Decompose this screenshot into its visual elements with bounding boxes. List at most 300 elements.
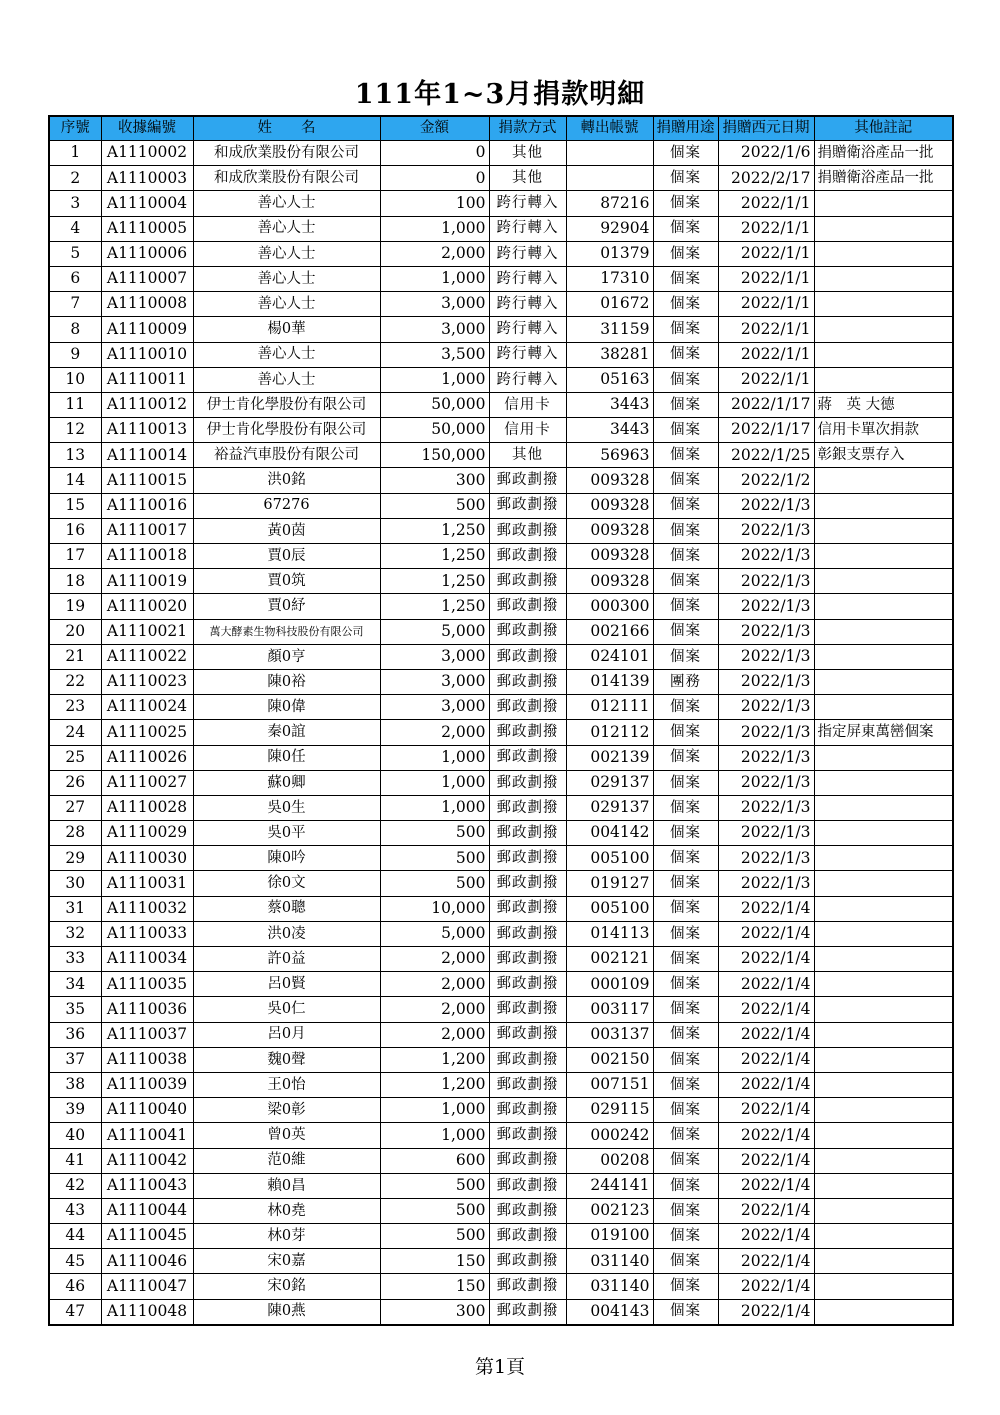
cell-serial: 10 (49, 367, 101, 392)
cell-receipt-no: A1110043 (101, 1173, 193, 1198)
cell-amount: 1,200 (380, 1072, 489, 1097)
cell-account: 002121 (566, 947, 653, 972)
cell-purpose: 個案 (653, 972, 718, 997)
cell-receipt-no: A1110018 (101, 544, 193, 569)
cell-name: 和成欣業股份有限公司 (193, 141, 380, 166)
cell-receipt-no: A1110002 (101, 141, 193, 166)
cell-method: 郵政劃撥 (489, 972, 566, 997)
table-row (49, 468, 953, 493)
cell-serial: 5 (49, 241, 101, 266)
cell-serial: 36 (49, 1022, 101, 1047)
cell-serial: 3 (49, 191, 101, 216)
cell-note (814, 367, 953, 392)
table-row (49, 1022, 953, 1047)
cell-account: 014113 (566, 921, 653, 946)
cell-note (814, 644, 953, 669)
table-row (49, 392, 953, 417)
cell-date: 2022/1/4 (718, 997, 814, 1022)
cell-serial: 31 (49, 896, 101, 921)
cell-amount: 1,200 (380, 1047, 489, 1072)
cell-account: 005100 (566, 896, 653, 921)
cell-purpose: 個案 (653, 1299, 718, 1325)
cell-serial: 41 (49, 1148, 101, 1173)
cell-method: 郵政劃撥 (489, 846, 566, 871)
cell-purpose: 個案 (653, 644, 718, 669)
cell-note (814, 342, 953, 367)
cell-name: 陳0吟 (193, 846, 380, 871)
cell-account: 01672 (566, 292, 653, 317)
cell-note (814, 947, 953, 972)
cell-date: 2022/1/6 (718, 141, 814, 166)
table-row (49, 141, 953, 166)
cell-account: 031140 (566, 1274, 653, 1299)
cell-date: 2022/1/3 (718, 770, 814, 795)
cell-name: 裕益汽車股份有限公司 (193, 443, 380, 468)
cell-serial: 40 (49, 1123, 101, 1148)
cell-note (814, 1047, 953, 1072)
cell-name: 陳0任 (193, 745, 380, 770)
table-row (49, 972, 953, 997)
cell-receipt-no: A1110038 (101, 1047, 193, 1072)
table-row (49, 317, 953, 342)
cell-name: 蔡0聰 (193, 896, 380, 921)
cell-method: 其他 (489, 166, 566, 191)
page-number: 第1頁 (474, 1356, 526, 1378)
cell-name: 洪0銘 (193, 468, 380, 493)
cell-date: 2022/1/3 (718, 569, 814, 594)
cell-date: 2022/1/17 (718, 418, 814, 443)
cell-method: 郵政劃撥 (489, 644, 566, 669)
cell-purpose: 個案 (653, 1123, 718, 1148)
cell-method: 郵政劃撥 (489, 947, 566, 972)
cell-account: 007151 (566, 1072, 653, 1097)
cell-method: 郵政劃撥 (489, 493, 566, 518)
cell-account: 024101 (566, 644, 653, 669)
cell-method: 郵政劃撥 (489, 1123, 566, 1148)
cell-date: 2022/1/4 (718, 1047, 814, 1072)
cell-name: 徐0文 (193, 871, 380, 896)
cell-date: 2022/1/17 (718, 392, 814, 417)
cell-amount: 3,500 (380, 342, 489, 367)
cell-receipt-no: A1110027 (101, 770, 193, 795)
table-row (49, 821, 953, 846)
cell-purpose: 個案 (653, 1148, 718, 1173)
cell-note (814, 1224, 953, 1249)
cell-date: 2022/1/4 (718, 1198, 814, 1223)
cell-account: 019100 (566, 1224, 653, 1249)
cell-note (814, 1148, 953, 1173)
column-header-purpose: 捐贈用途 (653, 116, 718, 141)
table-row (49, 644, 953, 669)
cell-name: 吳0仁 (193, 997, 380, 1022)
cell-date: 2022/1/3 (718, 544, 814, 569)
cell-receipt-no: A1110040 (101, 1098, 193, 1123)
cell-account: 029137 (566, 770, 653, 795)
cell-purpose: 個案 (653, 947, 718, 972)
cell-note (814, 821, 953, 846)
cell-name: 王0怡 (193, 1072, 380, 1097)
cell-serial: 24 (49, 720, 101, 745)
table-row (49, 896, 953, 921)
cell-note: 蔣 英 大德 (814, 392, 953, 417)
cell-name: 善心人士 (193, 367, 380, 392)
cell-serial: 6 (49, 266, 101, 291)
cell-serial: 25 (49, 745, 101, 770)
cell-note (814, 1123, 953, 1148)
cell-method: 跨行轉入 (489, 367, 566, 392)
cell-serial: 11 (49, 392, 101, 417)
cell-method: 郵政劃撥 (489, 997, 566, 1022)
column-header-note: 其他註記 (814, 116, 953, 141)
cell-amount: 1,250 (380, 518, 489, 543)
column-header-name: 姓 名 (193, 116, 380, 141)
cell-amount: 500 (380, 1198, 489, 1223)
cell-name: 伊士肯化學股份有限公司 (193, 418, 380, 443)
table-row (49, 518, 953, 543)
cell-note (814, 1274, 953, 1299)
table-row (49, 266, 953, 291)
cell-method: 郵政劃撥 (489, 871, 566, 896)
cell-account: 56963 (566, 443, 653, 468)
cell-note (814, 770, 953, 795)
cell-date: 2022/1/1 (718, 317, 814, 342)
cell-purpose: 個案 (653, 493, 718, 518)
cell-name: 蘇0卿 (193, 770, 380, 795)
table-row (49, 770, 953, 795)
cell-amount: 600 (380, 1148, 489, 1173)
cell-receipt-no: A1110024 (101, 695, 193, 720)
cell-amount: 1,250 (380, 569, 489, 594)
cell-note (814, 1198, 953, 1223)
cell-amount: 2,000 (380, 720, 489, 745)
table-row (49, 1098, 953, 1123)
cell-method: 郵政劃撥 (489, 1249, 566, 1274)
cell-receipt-no: A1110011 (101, 367, 193, 392)
cell-serial: 20 (49, 619, 101, 644)
cell-amount: 1,000 (380, 216, 489, 241)
cell-method: 跨行轉入 (489, 342, 566, 367)
column-header-account: 轉出帳號 (566, 116, 653, 141)
cell-account: 029115 (566, 1098, 653, 1123)
cell-name: 梁0彰 (193, 1098, 380, 1123)
cell-serial: 19 (49, 594, 101, 619)
table-row (49, 292, 953, 317)
cell-note (814, 972, 953, 997)
cell-purpose: 個案 (653, 720, 718, 745)
cell-purpose: 團務 (653, 669, 718, 694)
cell-purpose: 個案 (653, 1274, 718, 1299)
cell-receipt-no: A1110037 (101, 1022, 193, 1047)
cell-account: 000242 (566, 1123, 653, 1148)
cell-amount: 100 (380, 191, 489, 216)
cell-amount: 5,000 (380, 921, 489, 946)
cell-receipt-no: A1110020 (101, 594, 193, 619)
cell-date: 2022/1/1 (718, 292, 814, 317)
cell-serial: 29 (49, 846, 101, 871)
table-row (49, 1224, 953, 1249)
cell-date: 2022/1/3 (718, 669, 814, 694)
cell-amount: 50,000 (380, 392, 489, 417)
cell-date: 2022/1/4 (718, 1022, 814, 1047)
cell-account (566, 166, 653, 191)
table-row (49, 241, 953, 266)
table-row (49, 569, 953, 594)
table-row (49, 846, 953, 871)
cell-note (814, 1173, 953, 1198)
cell-note: 彰銀支票存入 (814, 443, 953, 468)
cell-note (814, 1022, 953, 1047)
cell-amount: 2,000 (380, 972, 489, 997)
cell-amount: 3,000 (380, 669, 489, 694)
cell-account: 002166 (566, 619, 653, 644)
table-row (49, 997, 953, 1022)
cell-serial: 12 (49, 418, 101, 443)
cell-purpose: 個案 (653, 770, 718, 795)
cell-receipt-no: A1110017 (101, 518, 193, 543)
cell-method: 郵政劃撥 (489, 821, 566, 846)
cell-serial: 42 (49, 1173, 101, 1198)
cell-method: 跨行轉入 (489, 191, 566, 216)
cell-name: 賈0辰 (193, 544, 380, 569)
cell-purpose: 個案 (653, 342, 718, 367)
cell-serial: 47 (49, 1299, 101, 1325)
cell-account: 3443 (566, 392, 653, 417)
cell-purpose: 個案 (653, 569, 718, 594)
cell-name: 陳0偉 (193, 695, 380, 720)
cell-date: 2022/1/3 (718, 493, 814, 518)
cell-note (814, 216, 953, 241)
cell-purpose: 個案 (653, 896, 718, 921)
cell-name: 萬大酵素生物科技股份有限公司 (193, 619, 380, 644)
cell-date: 2022/1/3 (718, 695, 814, 720)
cell-date: 2022/1/3 (718, 745, 814, 770)
cell-amount: 1,250 (380, 544, 489, 569)
cell-name: 秦0誼 (193, 720, 380, 745)
cell-amount: 2,000 (380, 1022, 489, 1047)
cell-note (814, 544, 953, 569)
cell-date: 2022/1/3 (718, 518, 814, 543)
table-row (49, 619, 953, 644)
cell-method: 郵政劃撥 (489, 1098, 566, 1123)
cell-serial: 7 (49, 292, 101, 317)
cell-receipt-no: A1110030 (101, 846, 193, 871)
cell-purpose: 個案 (653, 216, 718, 241)
cell-receipt-no: A1110025 (101, 720, 193, 745)
cell-amount: 150,000 (380, 443, 489, 468)
cell-serial: 38 (49, 1072, 101, 1097)
cell-serial: 43 (49, 1198, 101, 1223)
cell-receipt-no: A1110032 (101, 896, 193, 921)
cell-date: 2022/1/1 (718, 266, 814, 291)
column-header-date: 捐贈西元日期 (718, 116, 814, 141)
cell-serial: 39 (49, 1098, 101, 1123)
cell-name: 賴0昌 (193, 1173, 380, 1198)
cell-purpose: 個案 (653, 241, 718, 266)
cell-method: 郵政劃撥 (489, 720, 566, 745)
cell-name: 善心人士 (193, 342, 380, 367)
cell-name: 伊士肯化學股份有限公司 (193, 392, 380, 417)
page-title: 111年1~3月捐款明細 (354, 79, 646, 110)
cell-amount: 500 (380, 493, 489, 518)
cell-serial: 26 (49, 770, 101, 795)
cell-method: 郵政劃撥 (489, 468, 566, 493)
cell-note: 信用卡單次捐款 (814, 418, 953, 443)
cell-account: 005100 (566, 846, 653, 871)
cell-method: 信用卡 (489, 392, 566, 417)
cell-amount: 1,000 (380, 770, 489, 795)
cell-date: 2022/1/3 (718, 795, 814, 820)
cell-name: 善心人士 (193, 241, 380, 266)
cell-amount: 3,000 (380, 695, 489, 720)
cell-receipt-no: A1110008 (101, 292, 193, 317)
cell-date: 2022/1/1 (718, 191, 814, 216)
cell-date: 2022/1/4 (718, 972, 814, 997)
cell-amount: 2,000 (380, 241, 489, 266)
cell-receipt-no: A1110028 (101, 795, 193, 820)
cell-serial: 1 (49, 141, 101, 166)
cell-method: 郵政劃撥 (489, 569, 566, 594)
column-header-receipt-no: 收據編號 (101, 116, 193, 141)
cell-amount: 50,000 (380, 418, 489, 443)
cell-receipt-no: A1110019 (101, 569, 193, 594)
cell-serial: 30 (49, 871, 101, 896)
cell-account: 244141 (566, 1173, 653, 1198)
cell-date: 2022/1/4 (718, 1072, 814, 1097)
cell-name: 黃0茵 (193, 518, 380, 543)
cell-account: 002123 (566, 1198, 653, 1223)
cell-receipt-no: A1110004 (101, 191, 193, 216)
cell-note (814, 795, 953, 820)
cell-receipt-no: A1110042 (101, 1148, 193, 1173)
cell-account: 92904 (566, 216, 653, 241)
table-row (49, 544, 953, 569)
cell-receipt-no: A1110009 (101, 317, 193, 342)
cell-method: 郵政劃撥 (489, 1072, 566, 1097)
cell-name: 范0維 (193, 1148, 380, 1173)
cell-name: 吳0平 (193, 821, 380, 846)
cell-name: 善心人士 (193, 266, 380, 291)
cell-note (814, 745, 953, 770)
cell-name: 善心人士 (193, 216, 380, 241)
cell-date: 2022/1/3 (718, 619, 814, 644)
cell-amount: 5,000 (380, 619, 489, 644)
cell-name: 陳0燕 (193, 1299, 380, 1325)
cell-note (814, 191, 953, 216)
cell-receipt-no: A1110016 (101, 493, 193, 518)
cell-purpose: 個案 (653, 1047, 718, 1072)
cell-account: 00208 (566, 1148, 653, 1173)
cell-purpose: 個案 (653, 695, 718, 720)
cell-account: 000300 (566, 594, 653, 619)
cell-amount: 1,000 (380, 1123, 489, 1148)
cell-method: 郵政劃撥 (489, 1299, 566, 1325)
cell-account: 05163 (566, 367, 653, 392)
cell-amount: 3,000 (380, 644, 489, 669)
cell-serial: 45 (49, 1249, 101, 1274)
cell-date: 2022/1/4 (718, 1224, 814, 1249)
cell-account: 002150 (566, 1047, 653, 1072)
cell-amount: 1,000 (380, 795, 489, 820)
cell-serial: 18 (49, 569, 101, 594)
cell-account: 009328 (566, 468, 653, 493)
table-row (49, 1072, 953, 1097)
cell-receipt-no: A1110045 (101, 1224, 193, 1249)
cell-serial: 9 (49, 342, 101, 367)
cell-method: 郵政劃撥 (489, 695, 566, 720)
table-row (49, 745, 953, 770)
table-header-row (49, 116, 953, 141)
cell-receipt-no: A1110015 (101, 468, 193, 493)
cell-name: 吳0生 (193, 795, 380, 820)
cell-receipt-no: A1110035 (101, 972, 193, 997)
cell-receipt-no: A1110048 (101, 1299, 193, 1325)
cell-purpose: 個案 (653, 821, 718, 846)
cell-method: 跨行轉入 (489, 241, 566, 266)
cell-purpose: 個案 (653, 1224, 718, 1249)
cell-note (814, 1098, 953, 1123)
cell-receipt-no: A1110007 (101, 266, 193, 291)
cell-date: 2022/1/4 (718, 1274, 814, 1299)
cell-serial: 4 (49, 216, 101, 241)
cell-date: 2022/1/3 (718, 846, 814, 871)
cell-purpose: 個案 (653, 367, 718, 392)
cell-account: 003137 (566, 1022, 653, 1047)
cell-receipt-no: A1110041 (101, 1123, 193, 1148)
cell-receipt-no: A1110022 (101, 644, 193, 669)
cell-name: 許0益 (193, 947, 380, 972)
cell-amount: 500 (380, 1173, 489, 1198)
cell-account: 87216 (566, 191, 653, 216)
table-row (49, 1148, 953, 1173)
cell-amount: 1,000 (380, 1098, 489, 1123)
table-row (49, 191, 953, 216)
cell-purpose: 個案 (653, 1173, 718, 1198)
cell-purpose: 個案 (653, 997, 718, 1022)
cell-purpose: 個案 (653, 266, 718, 291)
cell-account: 012111 (566, 695, 653, 720)
table-row (49, 1249, 953, 1274)
cell-note (814, 695, 953, 720)
cell-amount: 3,000 (380, 317, 489, 342)
column-header-amount: 金額 (380, 116, 489, 141)
column-header-serial: 序號 (49, 116, 101, 141)
cell-method: 其他 (489, 141, 566, 166)
table-row (49, 1198, 953, 1223)
cell-date: 2022/1/3 (718, 871, 814, 896)
cell-purpose: 個案 (653, 921, 718, 946)
cell-account: 01379 (566, 241, 653, 266)
cell-method: 郵政劃撥 (489, 770, 566, 795)
cell-note (814, 846, 953, 871)
cell-account: 3443 (566, 418, 653, 443)
cell-name: 宋0銘 (193, 1274, 380, 1299)
cell-amount: 1,000 (380, 745, 489, 770)
cell-serial: 21 (49, 644, 101, 669)
cell-receipt-no: A1110012 (101, 392, 193, 417)
cell-date: 2022/1/4 (718, 1098, 814, 1123)
cell-note (814, 518, 953, 543)
cell-account: 009328 (566, 569, 653, 594)
table-row (49, 443, 953, 468)
cell-method: 郵政劃撥 (489, 594, 566, 619)
cell-date: 2022/1/4 (718, 947, 814, 972)
table-row (49, 1173, 953, 1198)
cell-date: 2022/1/4 (718, 896, 814, 921)
cell-method: 郵政劃撥 (489, 1148, 566, 1173)
cell-purpose: 個案 (653, 544, 718, 569)
cell-amount: 10,000 (380, 896, 489, 921)
cell-serial: 15 (49, 493, 101, 518)
